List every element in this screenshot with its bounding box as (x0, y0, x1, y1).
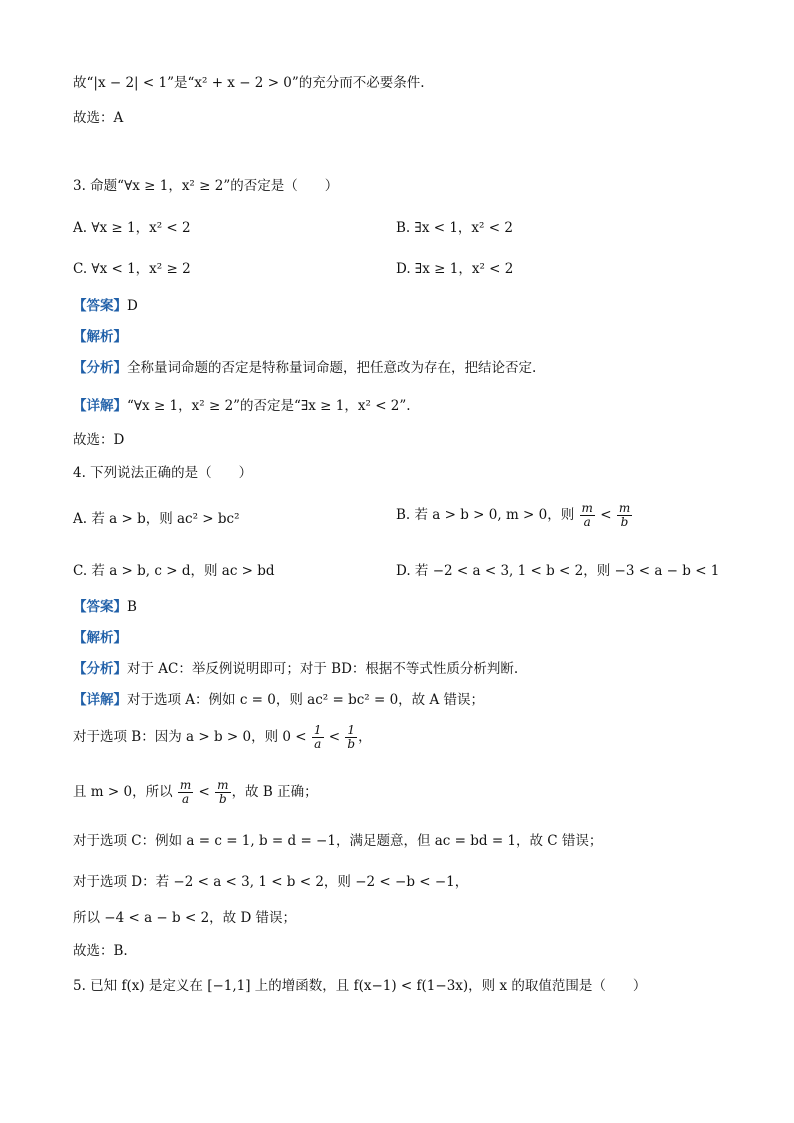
q4-option-d-analysis: 对于选项 D：若 −2 < a < 3, 1 < b < 2，则 −2 < −b < −1， (73, 874, 469, 890)
fenxi-text: 全称量词命题的否定是特称量词命题，把任意改为存在，把结论否定. (127, 360, 537, 376)
q3-fenxi (73, 358, 536, 378)
xiangjie-text: “∀x ≥ 1，x² ≥ 2”的否定是“∃x ≥ 1，x² < 2”. (127, 398, 411, 414)
fraction-m-over-a: $\frac{m}{a}$ (179, 778, 192, 806)
q3-result: 故选：D (73, 432, 125, 448)
answer-value: D (127, 298, 138, 314)
question-4-stem: 4. 下列说法正确的是（ ） (73, 465, 253, 481)
q3-jiexi (73, 327, 127, 347)
q3-option-b: B. ∃x < 1，x² < 2 (396, 220, 513, 236)
fenxi-tag: 【分析】 (73, 360, 127, 376)
xiangjie-tag: 【详解】 (73, 692, 127, 708)
jiexi-tag: 【解析】 (73, 329, 127, 345)
answer-tag: 【答案】 (73, 298, 127, 314)
q4-jiexi (73, 628, 127, 648)
choice-result: 故选：A (73, 110, 124, 126)
q4-option-d-analysis-2: 所以 −4 < a − b < 2，故 D 错误； (73, 910, 297, 926)
q3-answer (73, 296, 138, 316)
q4-fenxi (73, 659, 518, 679)
xiangjie-tag: 【详解】 (73, 398, 127, 414)
q4-xiangjie (73, 690, 484, 710)
answer-tag: 【答案】 (73, 599, 127, 615)
q4-option-b-analysis-2: 且 m > 0，所以 $\frac{m}{a}$ < $\frac{m}{b}$ ，故 B 正确； (73, 778, 318, 806)
answer-value: B (127, 599, 137, 615)
q4-option-b-text: B. 若 a > b > 0, m > 0，则 (396, 507, 579, 523)
fraction-m-over-b: $\frac{m}{b}$ (618, 501, 631, 529)
q4-option-b-analysis: 对于选项 B：因为 a > b > 0，则 0 < $\frac{1}{a}$ < $\frac{1}{b}$ ， (73, 723, 372, 751)
b-analysis-text: 对于选项 B：因为 a > b > 0，则 0 < (73, 729, 311, 745)
q3-xiangjie (73, 396, 411, 416)
fraction-m-over-b: $\frac{m}{b}$ (217, 778, 229, 806)
conclusion-line: 故“|x − 2| < 1”是“x² + x − 2 > 0”的充分而不必要条件. (73, 75, 425, 91)
fraction-1-over-a: $\frac{1}{a}$ (313, 723, 322, 751)
q4-option-a: A. 若 a > b，则 ac² > bc² (73, 511, 240, 527)
question-5-stem: 5. 已知 f(x) 是定义在 [−1,1] 上的增函数，且 f(x−1) < f(1−3x)，则 x 的取值范围是（ ） (73, 978, 647, 994)
fenxi-tag: 【分析】 (73, 661, 127, 677)
q4-answer (73, 597, 137, 617)
jiexi-tag: 【解析】 (73, 630, 127, 646)
q4-option-c: C. 若 a > b, c > d，则 ac > bd (73, 563, 275, 579)
fraction-m-over-a: $\frac{m}{a}$ (581, 501, 593, 529)
fenxi-text: 对于 AC：举反例说明即可；对于 BD：根据不等式性质分析判断. (127, 661, 519, 677)
q4-result: 故选：B. (73, 943, 128, 959)
q4-option-c-analysis: 对于选项 C：例如 a = c = 1, b = d = −1，满足题意，但 ac = bd = 1，故 C 错误； (73, 833, 603, 849)
q3-option-c: C. ∀x < 1，x² ≥ 2 (73, 261, 191, 277)
q3-option-d: D. ∃x ≥ 1，x² < 2 (396, 261, 514, 277)
xiangjie-text: 对于选项 A：例如 c = 0，则 ac² = bc² = 0，故 A 错误； (127, 692, 485, 708)
q3-option-a: A. ∀x ≥ 1，x² < 2 (73, 220, 191, 236)
b-analysis-text-2-post: ，故 B 正确； (231, 784, 318, 800)
question-3-stem: 3. 命题“∀x ≥ 1，x² ≥ 2”的否定是（ ） (73, 178, 339, 194)
b-analysis-text-2: 且 m > 0，所以 (73, 784, 177, 800)
q4-option-d: D. 若 −2 < a < 3, 1 < b < 2，则 −3 < a − b < 1 (396, 563, 720, 579)
fraction-1-over-b: $\frac{1}{b}$ (347, 723, 356, 751)
q4-option-b: B. 若 a > b > 0, m > 0，则 $\frac{m}{a}$ < $\frac{m}{b}$ (396, 501, 631, 529)
